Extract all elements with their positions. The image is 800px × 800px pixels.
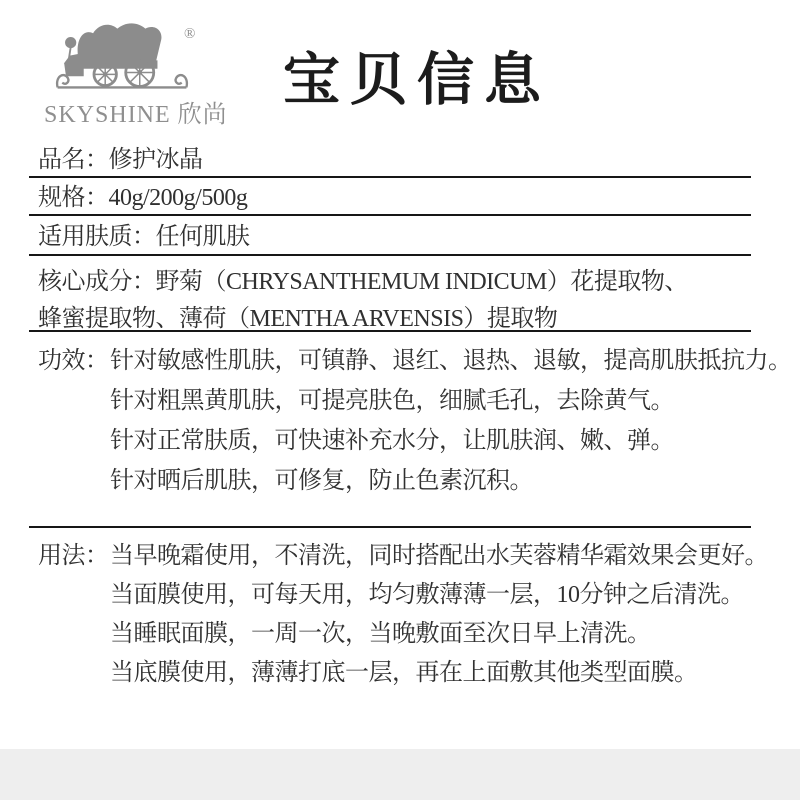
effects-line: 针对晒后肌肤，可修复，防止色素沉积。	[110, 468, 533, 494]
field-product-name	[38, 148, 786, 172]
field-label: 功效：	[38, 348, 109, 374]
field-label: 规格：	[38, 185, 109, 211]
effects-line: 针对敏感性肌肤，可镇静、退红、退热、退敏，提高肌肤抵抗力。	[110, 348, 792, 374]
registered-trademark-icon: ®	[184, 26, 196, 42]
ingredients-line-1: 核心成分：野菊（CHRYSANTHEMUM INDICUM）花提取物、	[38, 269, 688, 295]
usage-line: 当早晚霜使用，不清洗，同时搭配出水芙蓉精华霜效果会更好。	[110, 543, 768, 569]
field-value: 修护冰晶	[108, 147, 203, 173]
usage-line: 当面膜使用，可每天用，均匀敷薄薄一层，10分钟之后清洗。	[110, 582, 744, 608]
covered-wagon-icon	[52, 18, 192, 98]
field-label: 品名：	[38, 147, 109, 173]
field-spec	[38, 186, 786, 210]
usage-line: 当睡眠面膜，一周一次，当晚敷面至次日早上清洗。	[110, 621, 651, 647]
page-title: 宝贝信息	[283, 49, 551, 112]
field-skin-type	[38, 225, 786, 249]
effects-lines	[110, 341, 792, 501]
effects-line: 针对粗黑黄肌肤，可提亮肤色，细腻毛孔，去除黄气。	[110, 388, 674, 414]
effects-line: 针对正常肤质，可快速补充水分，让肌肤润、嫩、弹。	[110, 428, 674, 454]
field-usage	[38, 537, 786, 693]
divider-rule	[29, 176, 751, 178]
field-label: 用法：	[38, 543, 109, 569]
usage-line: 当底膜使用，薄薄打底一层，再在上面敷其他类型面膜。	[110, 660, 698, 686]
brand-logo	[42, 12, 228, 128]
brand-logo-text: SKYSHINE 欣尚	[44, 102, 228, 128]
divider-rule	[29, 214, 751, 216]
bottom-gray-strip	[0, 749, 800, 800]
divider-rule	[29, 526, 751, 528]
field-value: 任何肌肤	[155, 224, 250, 250]
field-value: 40g/200g/500g	[108, 185, 248, 211]
divider-rule	[29, 254, 751, 256]
field-effects	[38, 341, 792, 501]
usage-lines	[110, 537, 768, 693]
field-core-ingredients	[38, 264, 786, 338]
field-label: 适用肤质：	[38, 224, 156, 250]
ingredients-line-2: 蜂蜜提取物、薄荷（MENTHA ARVENSIS）提取物	[38, 306, 558, 332]
